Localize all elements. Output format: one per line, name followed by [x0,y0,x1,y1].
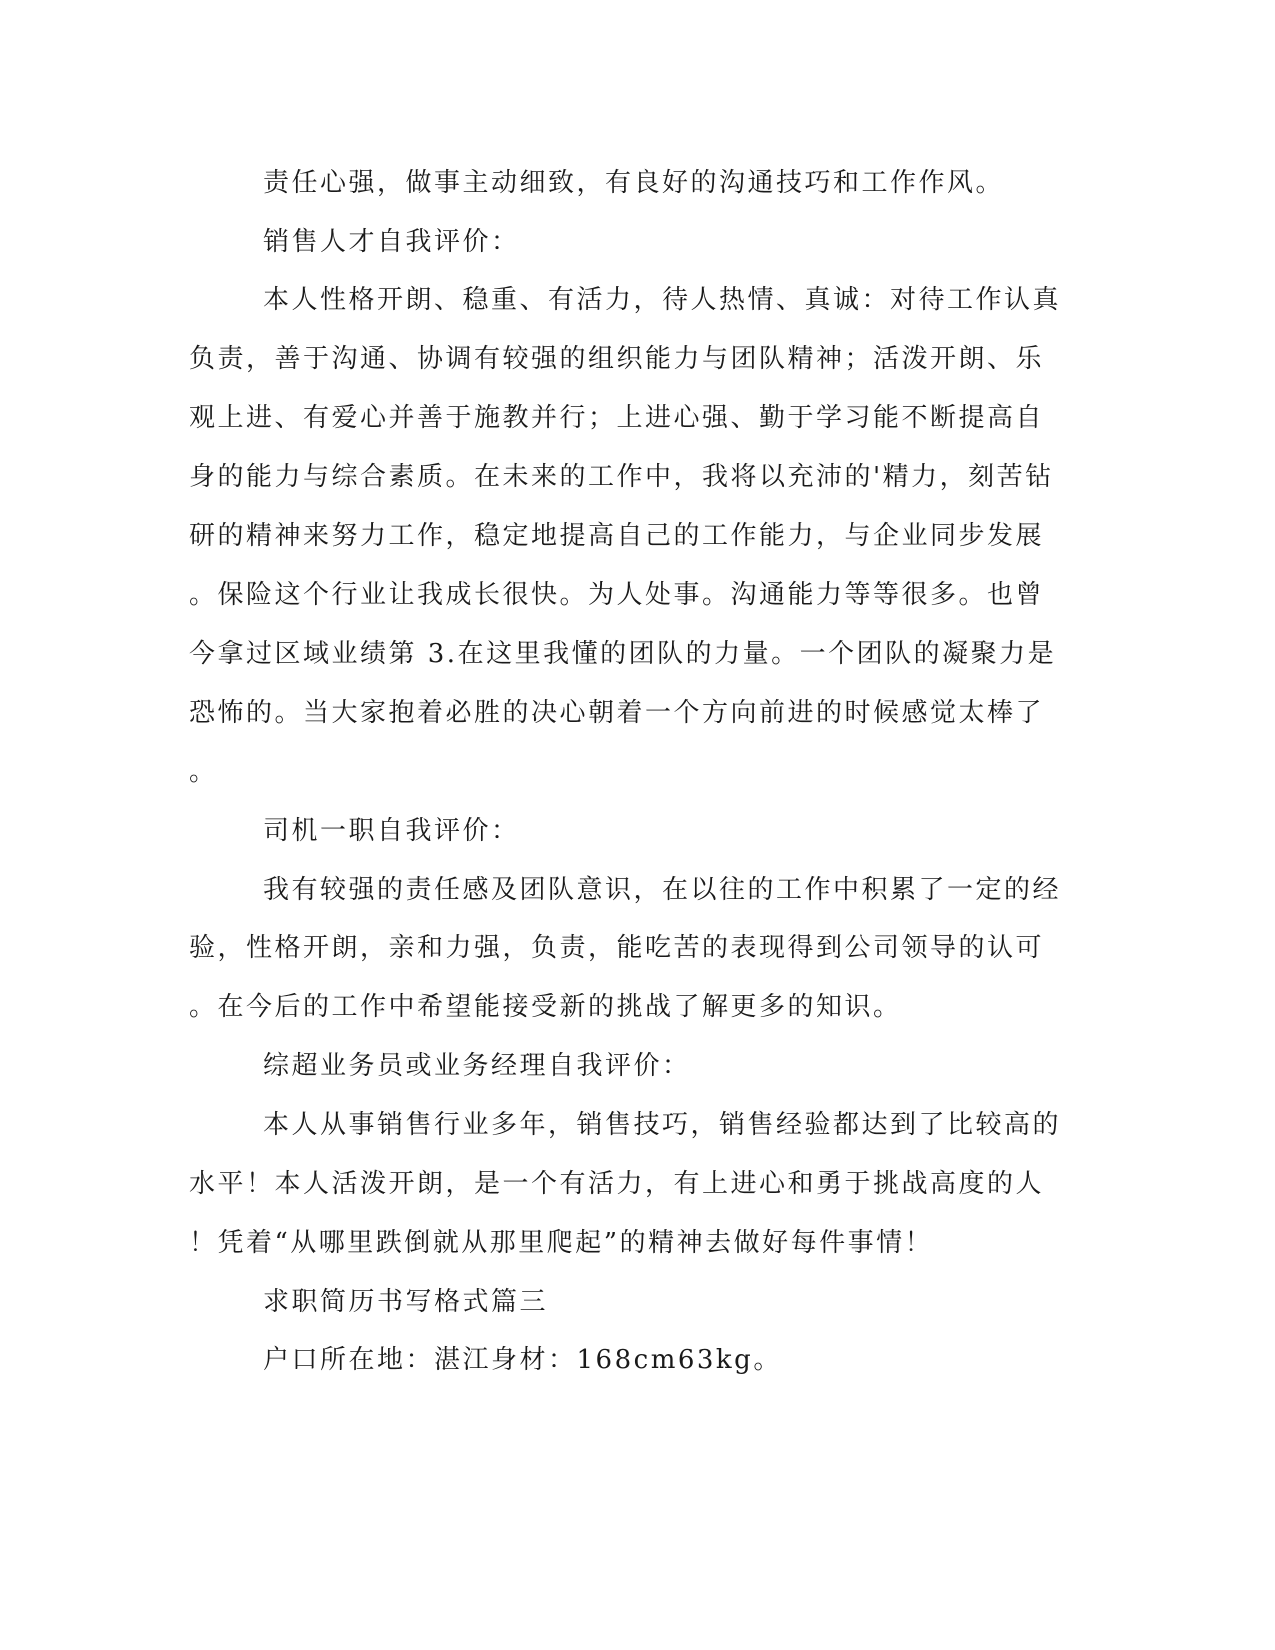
text-line: 水平！本人活泼开朗，是一个有活力，有上进心和勇于挑战高度的人 [189,1169,1045,1199]
text-line: 研的精神来努力工作，稳定地提高自己的工作能力，与企业同步发展 [189,521,1045,551]
section-heading: 综超业务员或业务经理自我评价： [263,1051,691,1081]
text-line: 恐怖的。当大家抱着必胜的决心朝着一个方向前进的时候感觉太棒了 [189,698,1045,728]
text-line: 责任心强，做事主动细致，有良好的沟通技巧和工作作风。 [263,168,1005,198]
text-line: 今拿过区域业绩第 3.在这里我懂的团队的力量。一个团队的凝聚力是 [189,639,1057,669]
text-line: 。保险这个行业让我成长很快。为人处事。沟通能力等等很多。也曾 [189,580,1045,610]
text-line: 负责，善于沟通、协调有较强的组织能力与团队精神；活泼开朗、乐 [189,344,1045,374]
text-line: 本人性格开朗、稳重、有活力，待人热情、真诚：对待工作认真 [263,285,1062,315]
text-line: 户口所在地：湛江身材：168cm63kg。 [263,1345,782,1375]
text-line: ！凭着“从哪里跌倒就从那里爬起”的精神去做好每件事情！ [189,1228,934,1258]
text-line: 观上进、有爱心并善于施教并行；上进心强、勤于学习能不断提高自 [189,403,1045,433]
section-heading: 司机一职自我评价： [263,816,520,846]
section-heading: 求职简历书写格式篇三 [263,1287,549,1317]
text-line: 我有较强的责任感及团队意识，在以往的工作中积累了一定的经 [263,875,1062,905]
text-line: 。在今后的工作中希望能接受新的挑战了解更多的知识。 [189,992,902,1022]
text-line: 身的能力与综合素质。在未来的工作中，我将以充沛的'精力，刻苦钻 [189,462,1054,492]
text-line: 。 [189,757,218,787]
text-line: 本人从事销售行业多年，销售技巧，销售经验都达到了比较高的 [263,1110,1062,1140]
section-heading: 销售人才自我评价： [263,227,520,257]
text-line: 验，性格开朗，亲和力强，负责，能吃苦的表现得到公司领导的认可 [189,933,1045,963]
